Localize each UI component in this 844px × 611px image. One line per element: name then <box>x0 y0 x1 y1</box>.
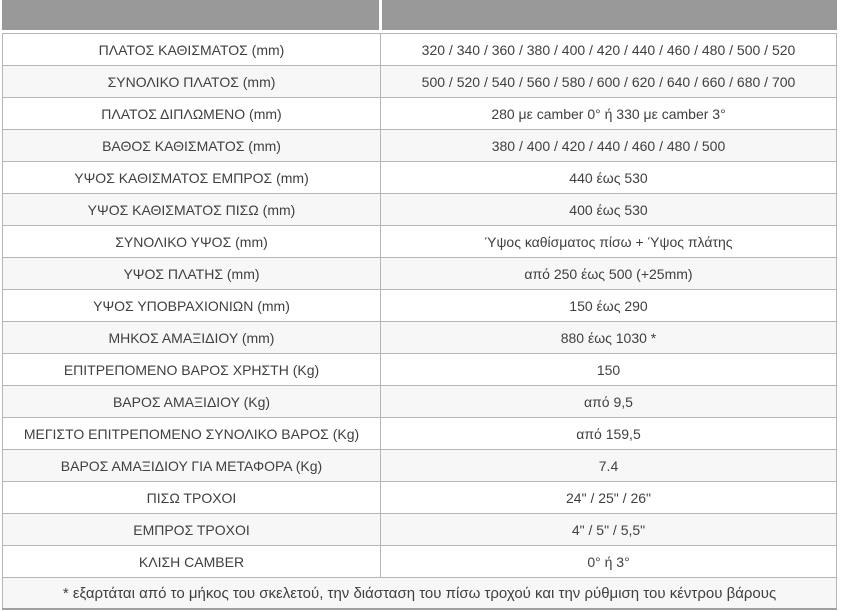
spec-table-body <box>3 34 837 578</box>
spec-value: από 250 έως 500 (+25mm) <box>381 258 837 290</box>
spec-label: ΥΨΟΣ ΚΑΘΙΣΜΑΤΟΣ ΕΜΠΡΟΣ (mm) <box>3 162 381 194</box>
spec-label: ΜΕΓΙΣΤΟ ΕΠΙΤΡΕΠΟΜΕΝΟ ΣΥΝΟΛΙΚΟ ΒΑΡΟΣ (Kg) <box>3 418 381 450</box>
table-row <box>3 418 837 450</box>
header-cell-value <box>382 0 837 30</box>
spec-label: ΕΜΠΡΟΣ ΤΡΟΧΟΙ <box>3 514 381 546</box>
spec-value: 440 έως 530 <box>381 162 837 194</box>
spec-label: ΜΗΚΟΣ ΑΜΑΞΙΔΙΟΥ (mm) <box>3 322 381 354</box>
table-row <box>3 386 837 418</box>
table-row <box>3 354 837 386</box>
table-row <box>3 194 837 226</box>
footnote-row <box>3 578 837 610</box>
spec-label: ΠΛΑΤΟΣ ΚΑΘΙΣΜΑΤΟΣ (mm) <box>3 34 381 66</box>
table-row <box>3 482 837 514</box>
spec-value: Ύψος καθίσματος πίσω + Ύψος πλάτης <box>381 226 837 258</box>
footnote-text: * εξαρτάται από το μήκος του σκελετού, την διάσταση του πίσω τροχού και την ρύθμιση του κέντρου βάρους <box>3 578 837 610</box>
spec-value: 0° ή 3° <box>381 546 837 578</box>
table-row <box>3 546 837 578</box>
spec-label: ΣΥΝΟΛΙΚΟ ΥΨΟΣ (mm) <box>3 226 381 258</box>
spec-value: 7.4 <box>381 450 837 482</box>
spec-value: 150 <box>381 354 837 386</box>
table-row <box>3 130 837 162</box>
spec-value: 380 / 400 / 420 / 440 / 460 / 480 / 500 <box>381 130 837 162</box>
table-row <box>3 162 837 194</box>
spec-label: ΥΨΟΣ ΠΛΑΤΗΣ (mm) <box>3 258 381 290</box>
spec-table-footer <box>3 578 837 610</box>
header-cell-label <box>2 0 379 30</box>
spec-value: 4" / 5" / 5,5" <box>381 514 837 546</box>
table-row <box>3 258 837 290</box>
spec-label: ΠΛΑΤΟΣ ΔΙΠΛΩΜΕΝΟ (mm) <box>3 98 381 130</box>
spec-value: 280 με camber 0° ή 330 με camber 3° <box>381 98 837 130</box>
spec-label: ΣΥΝΟΛΙΚΟ ΠΛΑΤΟΣ (mm) <box>3 66 381 98</box>
spec-label: ΠΙΣΩ ΤΡΟΧΟΙ <box>3 482 381 514</box>
spec-value: 320 / 340 / 360 / 380 / 400 / 420 / 440 / 460 / 480 / 500 / 520 <box>381 34 837 66</box>
table-row <box>3 514 837 546</box>
table-row <box>3 322 837 354</box>
spec-value: 150 έως 290 <box>381 290 837 322</box>
table-row <box>3 66 837 98</box>
spec-value: από 9,5 <box>381 386 837 418</box>
spec-table <box>2 33 837 610</box>
table-row <box>3 450 837 482</box>
spec-value: 880 έως 1030 * <box>381 322 837 354</box>
table-row <box>3 226 837 258</box>
spec-label: ΒΑΡΟΣ ΑΜΑΞΙΔΙΟΥ ΓΙΑ ΜΕΤΑΦΟΡΑ (Kg) <box>3 450 381 482</box>
spec-label: ΒΑΡΟΣ ΑΜΑΞΙΔΙΟΥ (Kg) <box>3 386 381 418</box>
table-header-band <box>2 0 837 30</box>
spec-label: ΚΛΙΣΗ CAMBER <box>3 546 381 578</box>
spec-value: 400 έως 530 <box>381 194 837 226</box>
spec-value: 500 / 520 / 540 / 560 / 580 / 600 / 620 / 640 / 660 / 680 / 700 <box>381 66 837 98</box>
spec-label: ΥΨΟΣ ΚΑΘΙΣΜΑΤΟΣ ΠΙΣΩ (mm) <box>3 194 381 226</box>
spec-label: ΕΠΙΤΡΕΠΟΜΕΝΟ ΒΑΡΟΣ ΧΡΗΣΤΗ (Kg) <box>3 354 381 386</box>
spec-value: 24" / 25" / 26" <box>381 482 837 514</box>
table-row <box>3 34 837 66</box>
table-row <box>3 98 837 130</box>
spec-label: ΥΨΟΣ ΥΠΟΒΡΑΧΙΟΝΙΩΝ (mm) <box>3 290 381 322</box>
spec-value: από 159,5 <box>381 418 837 450</box>
table-row <box>3 290 837 322</box>
spec-label: ΒΑΘΟΣ ΚΑΘΙΣΜΑΤΟΣ (mm) <box>3 130 381 162</box>
